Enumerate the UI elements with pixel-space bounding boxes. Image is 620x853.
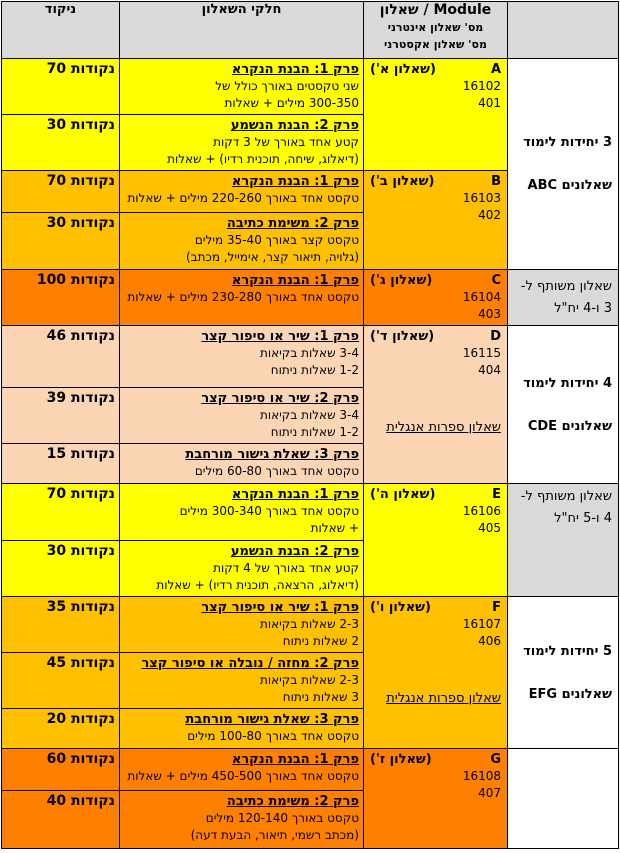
part-title: פרק 3: שאלת גישור מורחבת xyxy=(185,712,359,727)
parts-g1 xyxy=(120,749,364,791)
score-a2-text: 30 נקודות xyxy=(46,117,115,133)
parts-d1 xyxy=(120,326,364,388)
header-parts-label: חלקי השאלון xyxy=(201,2,282,17)
group-c-shared-line2: 3 ו-4 יח"ל xyxy=(554,300,612,316)
part-line: 1-2 שאלות ניתוח xyxy=(270,425,359,439)
score-f3 xyxy=(2,709,120,749)
group-cde xyxy=(508,326,619,484)
parts-b2 xyxy=(120,213,364,270)
module-f-literature: שאלון ספרות אנגלית xyxy=(386,691,501,706)
parts-d3 xyxy=(120,444,364,484)
header-external: מס' שאלון אקסטרני xyxy=(384,38,487,51)
score-c1 xyxy=(2,270,120,326)
part-title: פרק 1: הבנת הנקרא xyxy=(231,487,359,502)
score-d1-text: 46 נקודות xyxy=(46,328,115,344)
module-a-title xyxy=(370,61,501,78)
module-name: (שאלון א') xyxy=(370,62,436,77)
module-letter: B xyxy=(491,174,501,189)
parts-e1 xyxy=(120,484,364,541)
module-d xyxy=(364,326,508,484)
parts-c1 xyxy=(120,270,364,326)
part-title: פרק 2: מחזה / נובלה או סיפור קצר xyxy=(141,656,359,671)
parts-f1 xyxy=(120,597,364,653)
module-external: 406 xyxy=(478,634,501,648)
part-line: 3-4 שאלות בקיאות xyxy=(259,346,359,360)
part-line: טקסט אחד באורך 220-260 מילים + שאלות xyxy=(127,191,359,205)
part-title: פרק 2: משימת כתיבה xyxy=(226,216,359,231)
module-e xyxy=(364,484,508,597)
module-internal: 16108 xyxy=(462,769,501,783)
part-title: פרק 2: משימת כתיבה xyxy=(226,794,359,809)
part-line: + שאלות xyxy=(310,521,359,535)
group-abc-line1: 3 יחידות לימוד xyxy=(523,135,612,150)
group-e-shared xyxy=(508,484,619,597)
exam-structure-table xyxy=(1,1,619,849)
module-external: 407 xyxy=(478,786,501,800)
score-a1-text: 70 נקודות xyxy=(46,61,115,77)
part-line: 300-350 מילים + שאלות xyxy=(224,96,359,110)
module-external: 401 xyxy=(478,96,501,110)
module-internal: 16102 xyxy=(462,79,501,93)
part-line: (דיאלוג, הרצאה, תוכנית רדיו) + שאלות xyxy=(156,578,359,592)
module-letter: F xyxy=(492,600,501,615)
part-line: קטע אחד באורך של 3 דקות xyxy=(213,135,359,149)
module-c xyxy=(364,270,508,326)
part-line: טקסט אחד באורך 100-80 מילים xyxy=(187,729,359,743)
module-g-title xyxy=(370,751,501,768)
part-line: 2-3 שאלות בקיאות xyxy=(259,673,359,687)
score-f2 xyxy=(2,653,120,709)
part-line: 3-4 שאלות בקיאות xyxy=(259,408,359,422)
part-line: טקסט אחד באורך 300-340 מילים xyxy=(179,504,359,518)
group-abc xyxy=(508,59,619,270)
group-c-shared-line1: שאלון משותף ל- xyxy=(520,278,612,294)
part-line: 1-2 שאלות ניתוח xyxy=(270,363,359,377)
module-external: 402 xyxy=(478,208,501,222)
group-c-shared xyxy=(508,270,619,326)
score-d3-text: 15 נקודות xyxy=(46,446,115,462)
score-b2 xyxy=(2,213,120,270)
part-title: פרק 1: הבנת הנקרא xyxy=(231,62,359,77)
module-e-title xyxy=(370,486,501,503)
score-d2 xyxy=(2,388,120,444)
part-line: טקסט אחד באורך 450-500 מילים + שאלות xyxy=(127,769,359,783)
module-a xyxy=(364,59,508,171)
group-g-blank xyxy=(508,749,619,849)
score-a2 xyxy=(2,115,120,171)
group-abc-line2: שאלונים ABC xyxy=(527,178,612,193)
part-title: פרק 2: שיר או סיפור קצר xyxy=(201,391,359,406)
part-title: פרק 1: הבנת הנקרא xyxy=(231,273,359,288)
module-d-title xyxy=(370,328,501,345)
score-e2-text: 30 נקודות xyxy=(46,543,115,559)
module-f xyxy=(364,597,508,749)
module-name: (שאלון ג') xyxy=(370,273,433,288)
part-line: טקסט קצר באורך 35-40 מילים xyxy=(194,233,359,247)
module-d-literature: שאלון ספרות אנגלית xyxy=(386,420,501,435)
parts-e2 xyxy=(120,541,364,597)
group-efg-line1: 5 יחידות לימוד xyxy=(523,643,612,659)
header-group xyxy=(508,2,619,59)
header-parts xyxy=(120,2,364,59)
part-title: פרק 2: הבנת הנשמע xyxy=(230,544,359,559)
part-line: שני טקסטים באורך כולל של xyxy=(215,79,359,93)
module-name: (שאלון ד') xyxy=(370,329,435,344)
module-b-title xyxy=(370,173,501,190)
score-d1 xyxy=(2,326,120,388)
parts-f2 xyxy=(120,653,364,709)
part-line: קטע אחד באורך של 4 דקות xyxy=(213,561,359,575)
group-cde-line1: 4 יחידות לימוד xyxy=(523,375,612,391)
module-name: (שאלון ה') xyxy=(370,487,436,502)
module-letter: E xyxy=(492,487,501,502)
module-letter: G xyxy=(490,752,501,767)
score-c1-text: 100 נקודות xyxy=(36,272,115,288)
score-d2-text: 39 נקודות xyxy=(46,390,115,406)
header-score-label: ניקוד xyxy=(44,2,77,17)
group-e-shared-line2: 4 ו-5 יח"ל xyxy=(554,511,612,526)
module-name: (שאלון ב') xyxy=(370,174,435,189)
part-line: 2-3 שאלות בקיאות xyxy=(259,617,359,631)
module-internal: 16107 xyxy=(462,617,501,631)
part-title: פרק 2: הבנת הנשמע xyxy=(230,118,359,133)
part-title: פרק 1: הבנת הנקרא xyxy=(231,752,359,767)
part-line: (גלויה, תיאור קצר, אימייל, מכתב) xyxy=(185,250,359,264)
score-g2 xyxy=(2,791,120,849)
parts-a2 xyxy=(120,115,364,171)
group-e-shared-line1: שאלון משותף ל- xyxy=(520,489,612,504)
group-cde-line2: שאלונים CDE xyxy=(527,418,612,434)
header-module-title: שאלון / Module xyxy=(379,2,492,18)
module-g xyxy=(364,749,508,849)
score-e1-text: 70 נקודות xyxy=(46,486,115,502)
parts-g2 xyxy=(120,791,364,849)
module-letter: C xyxy=(491,273,501,288)
score-f1 xyxy=(2,597,120,653)
parts-a1 xyxy=(120,59,364,115)
module-internal: 16104 xyxy=(462,290,501,304)
module-name: (שאלון ז') xyxy=(370,752,432,767)
module-f-title xyxy=(370,599,501,616)
score-b1 xyxy=(2,171,120,213)
group-efg xyxy=(508,597,619,749)
part-line: 3 שאלות ניתוח xyxy=(282,690,359,704)
score-b1-text: 70 נקודות xyxy=(46,173,115,189)
score-g1 xyxy=(2,749,120,791)
score-a1 xyxy=(2,59,120,115)
score-f2-text: 45 נקודות xyxy=(46,655,115,671)
score-g1-text: 60 נקודות xyxy=(46,751,115,767)
module-external: 404 xyxy=(478,363,501,377)
part-line: טקסט אחד באורך 230-280 מילים + שאלות xyxy=(127,290,359,304)
module-external: 405 xyxy=(478,521,501,535)
part-line: (דיאלוג, שיחה, תוכנית רדיו) + שאלות xyxy=(167,152,359,166)
part-title: פרק 1: הבנת הנקרא xyxy=(231,174,359,189)
part-line: טקסט אחד באורך 60-80 מילים xyxy=(194,464,359,478)
score-b2-text: 30 נקודות xyxy=(46,215,115,231)
part-title: פרק 1: שיר או סיפור קצר xyxy=(201,600,359,615)
module-internal: 16103 xyxy=(462,191,501,205)
module-b xyxy=(364,171,508,270)
header-internal: מס' שאלון אינטרני xyxy=(387,21,484,34)
parts-b1 xyxy=(120,171,364,213)
header-module xyxy=(364,2,508,59)
score-d3 xyxy=(2,444,120,484)
part-title: פרק 3: שאלת גישור מורחבת xyxy=(185,447,359,462)
module-c-title xyxy=(370,272,501,289)
module-letter: A xyxy=(490,62,501,77)
score-f3-text: 20 נקודות xyxy=(46,711,115,727)
part-title: פרק 1: שיר או סיפור קצר xyxy=(201,329,359,344)
score-g2-text: 40 נקודות xyxy=(46,793,115,809)
header-score xyxy=(2,2,120,59)
score-e2 xyxy=(2,541,120,597)
parts-d2 xyxy=(120,388,364,444)
module-internal: 16115 xyxy=(462,346,501,360)
score-e1 xyxy=(2,484,120,541)
module-name: (שאלון ו') xyxy=(370,600,431,615)
part-line: (מכתב רשמי, תיאור, הבעת דעה) xyxy=(190,828,359,842)
module-letter: D xyxy=(490,329,501,344)
parts-f3 xyxy=(120,709,364,749)
module-external: 403 xyxy=(478,307,501,321)
part-line: טקסט באורך 120-140 מילים xyxy=(205,811,359,825)
group-efg-line2: שאלונים EFG xyxy=(528,686,612,702)
module-internal: 16106 xyxy=(462,504,501,518)
score-f1-text: 35 נקודות xyxy=(46,599,115,615)
part-line: 2 שאלות ניתוח xyxy=(282,634,359,648)
